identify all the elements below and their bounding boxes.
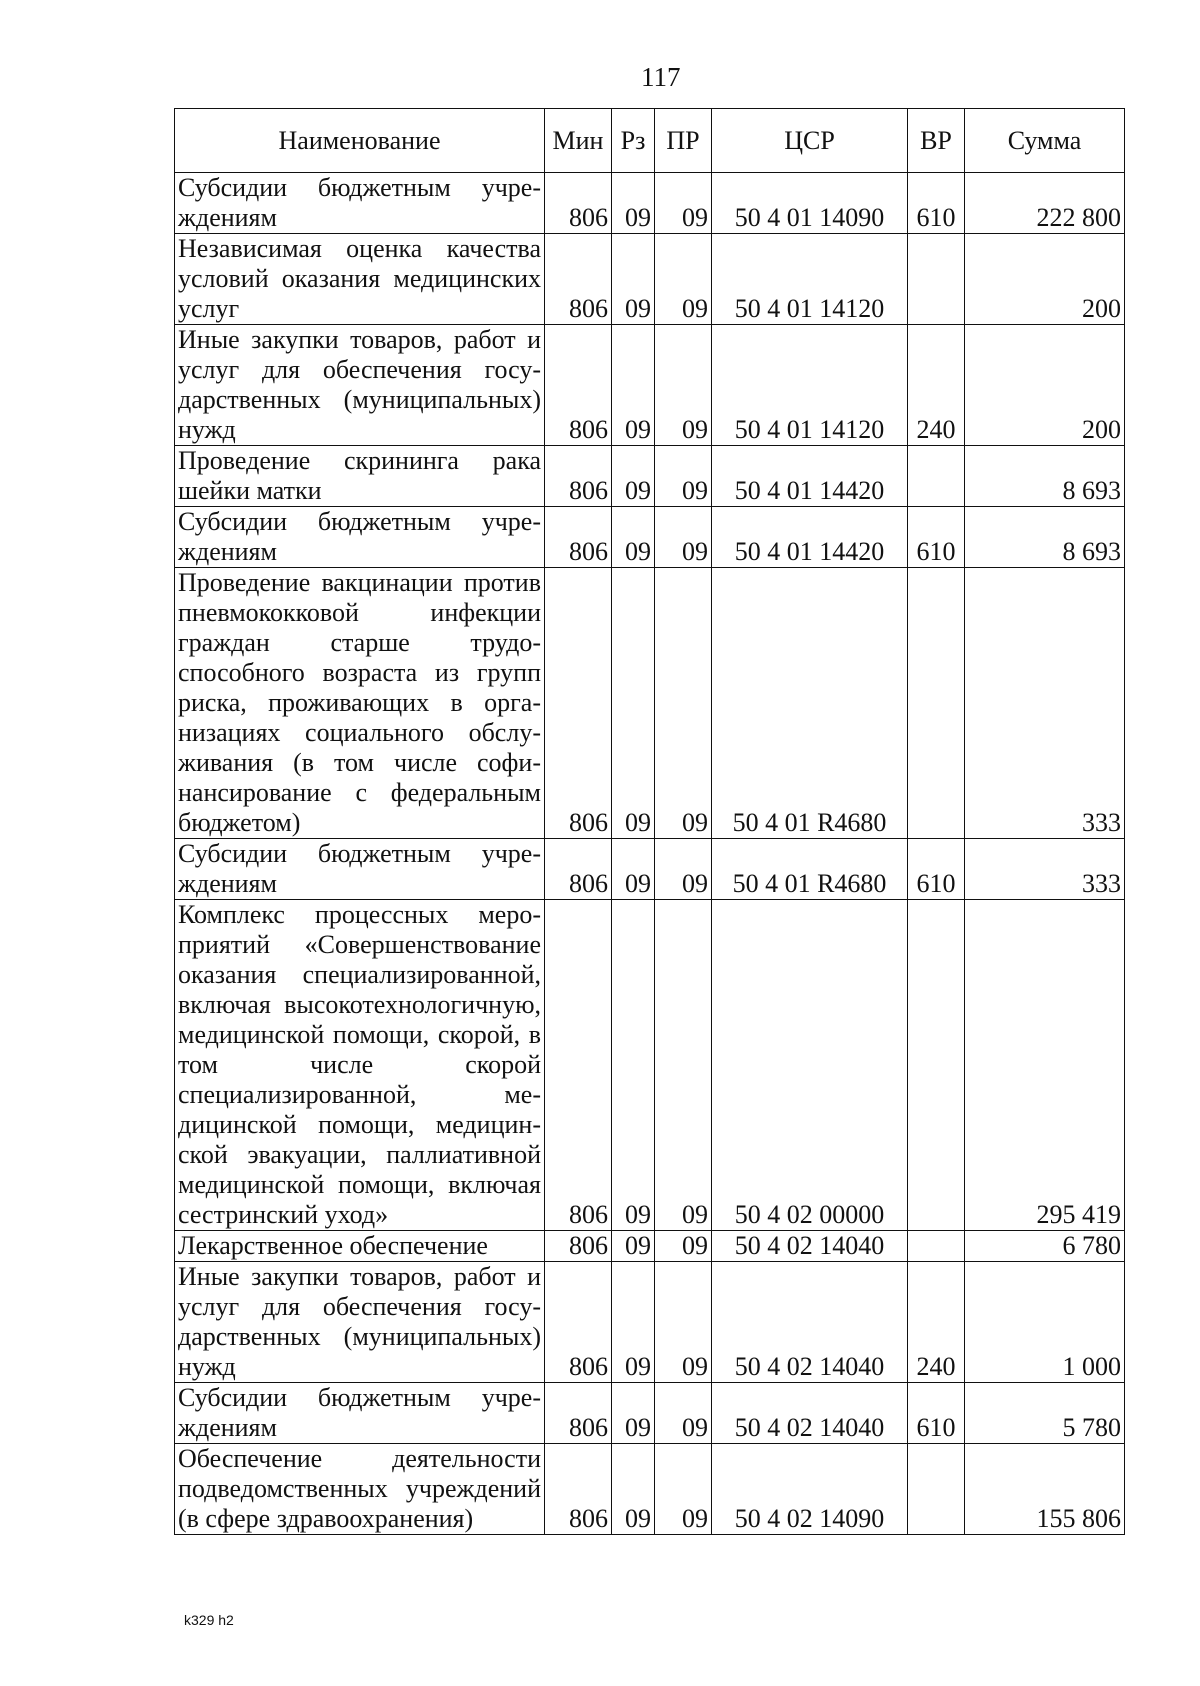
cell-pr: 09 <box>655 839 712 900</box>
cell-rz: 09 <box>612 325 655 446</box>
cell-vr <box>908 234 965 325</box>
cell-csr: 50 4 02 14090 <box>712 1444 908 1535</box>
cell-sum: 5 780 <box>965 1383 1125 1444</box>
table-row <box>175 900 1125 1231</box>
cell-sum: 333 <box>965 839 1125 900</box>
header-vr: ВР <box>908 109 965 173</box>
header-min: Мин <box>545 109 612 173</box>
cell-rz: 09 <box>612 234 655 325</box>
cell-rz: 09 <box>612 839 655 900</box>
table-row <box>175 325 1125 446</box>
cell-min: 806 <box>545 1444 612 1535</box>
header-pr: ПР <box>655 109 712 173</box>
table-row <box>175 568 1125 839</box>
cell-rz: 09 <box>612 1262 655 1383</box>
table-row <box>175 839 1125 900</box>
cell-csr: 50 4 02 14040 <box>712 1231 908 1262</box>
budget-table <box>174 108 1125 1535</box>
cell-csr: 50 4 01 14420 <box>712 507 908 568</box>
cell-csr: 50 4 01 R4680 <box>712 839 908 900</box>
cell-name: Комплекс процессных мероприятий «Совершенствование оказания специализированной, включая высокотехнологичную, медицинской помощи, скорой, в том числе скорой специализированной, медицинской помощи, медицинской эвакуации, паллиативной медицинской помощи, включая сестринский уход» <box>175 900 545 1231</box>
cell-min: 806 <box>545 1231 612 1262</box>
cell-vr <box>908 900 965 1231</box>
cell-pr: 09 <box>655 1444 712 1535</box>
cell-name: Обеспечение деятельности подведомственных учреждений (в сфере здравоохранения) <box>175 1444 545 1535</box>
cell-min: 806 <box>545 234 612 325</box>
cell-vr <box>908 1231 965 1262</box>
table-row <box>175 173 1125 234</box>
cell-sum: 155 806 <box>965 1444 1125 1535</box>
cell-vr <box>908 446 965 507</box>
cell-sum: 222 800 <box>965 173 1125 234</box>
table-row <box>175 446 1125 507</box>
cell-min: 806 <box>545 446 612 507</box>
cell-min: 806 <box>545 1383 612 1444</box>
cell-name: Иные закупки товаров, работ и услуг для обеспечения государственных (муниципальных) нужд <box>175 325 545 446</box>
cell-vr: 610 <box>908 839 965 900</box>
cell-rz: 09 <box>612 446 655 507</box>
cell-pr: 09 <box>655 1383 712 1444</box>
cell-sum: 8 693 <box>965 507 1125 568</box>
cell-min: 806 <box>545 173 612 234</box>
table-row <box>175 1262 1125 1383</box>
table-row <box>175 234 1125 325</box>
header-name: Наименование <box>175 109 545 173</box>
cell-name: Субсидии бюджетным учреждениям <box>175 173 545 234</box>
cell-sum: 295 419 <box>965 900 1125 1231</box>
cell-csr: 50 4 01 14120 <box>712 234 908 325</box>
cell-name: Независимая оценка качества условий оказания медицинских услуг <box>175 234 545 325</box>
cell-rz: 09 <box>612 507 655 568</box>
cell-min: 806 <box>545 507 612 568</box>
cell-vr: 240 <box>908 325 965 446</box>
cell-name: Иные закупки товаров, работ и услуг для обеспечения государственных (муниципальных) нужд <box>175 1262 545 1383</box>
cell-csr: 50 4 02 14040 <box>712 1262 908 1383</box>
cell-min: 806 <box>545 1262 612 1383</box>
header-sum: Сумма <box>965 109 1125 173</box>
cell-name: Субсидии бюджетным учреждениям <box>175 1383 545 1444</box>
cell-sum: 6 780 <box>965 1231 1125 1262</box>
header-csr: ЦСР <box>712 109 908 173</box>
cell-min: 806 <box>545 839 612 900</box>
cell-rz: 09 <box>612 173 655 234</box>
cell-csr: 50 4 01 14090 <box>712 173 908 234</box>
cell-name: Лекарственное обеспечение <box>175 1231 545 1262</box>
cell-vr: 610 <box>908 507 965 568</box>
cell-sum: 200 <box>965 325 1125 446</box>
cell-sum: 333 <box>965 568 1125 839</box>
cell-vr: 240 <box>908 1262 965 1383</box>
cell-min: 806 <box>545 325 612 446</box>
cell-min: 806 <box>545 568 612 839</box>
cell-csr: 50 4 01 R4680 <box>712 568 908 839</box>
table-row <box>175 1444 1125 1535</box>
cell-csr: 50 4 01 14420 <box>712 446 908 507</box>
footer-code: k329 h2 <box>184 1612 234 1628</box>
cell-rz: 09 <box>612 1231 655 1262</box>
cell-pr: 09 <box>655 1262 712 1383</box>
header-rz: Рз <box>612 109 655 173</box>
cell-min: 806 <box>545 900 612 1231</box>
table-row <box>175 1383 1125 1444</box>
cell-name: Проведение скрининга рака шейки матки <box>175 446 545 507</box>
cell-pr: 09 <box>655 173 712 234</box>
cell-pr: 09 <box>655 900 712 1231</box>
cell-vr <box>908 1444 965 1535</box>
page-number: 117 <box>641 62 681 92</box>
cell-vr <box>908 568 965 839</box>
cell-sum: 1 000 <box>965 1262 1125 1383</box>
cell-pr: 09 <box>655 1231 712 1262</box>
cell-sum: 8 693 <box>965 446 1125 507</box>
cell-name: Проведение вакцинации против пневмококковой инфекции граждан старше трудоспособного возраста из групп риска, проживающих в организациях социального обслуживания (в том числе софинансирование с федеральным бюджетом) <box>175 568 545 839</box>
cell-pr: 09 <box>655 507 712 568</box>
cell-name: Субсидии бюджетным учреждениям <box>175 507 545 568</box>
cell-pr: 09 <box>655 568 712 839</box>
cell-vr: 610 <box>908 1383 965 1444</box>
table-row <box>175 1231 1125 1262</box>
header-row <box>175 109 1125 173</box>
cell-csr: 50 4 01 14120 <box>712 325 908 446</box>
cell-pr: 09 <box>655 234 712 325</box>
cell-pr: 09 <box>655 325 712 446</box>
cell-rz: 09 <box>612 1444 655 1535</box>
cell-rz: 09 <box>612 1383 655 1444</box>
cell-name: Субсидии бюджетным учреждениям <box>175 839 545 900</box>
cell-csr: 50 4 02 00000 <box>712 900 908 1231</box>
cell-pr: 09 <box>655 446 712 507</box>
cell-sum: 200 <box>965 234 1125 325</box>
cell-vr: 610 <box>908 173 965 234</box>
cell-rz: 09 <box>612 900 655 1231</box>
cell-csr: 50 4 02 14040 <box>712 1383 908 1444</box>
cell-rz: 09 <box>612 568 655 839</box>
table-row <box>175 507 1125 568</box>
